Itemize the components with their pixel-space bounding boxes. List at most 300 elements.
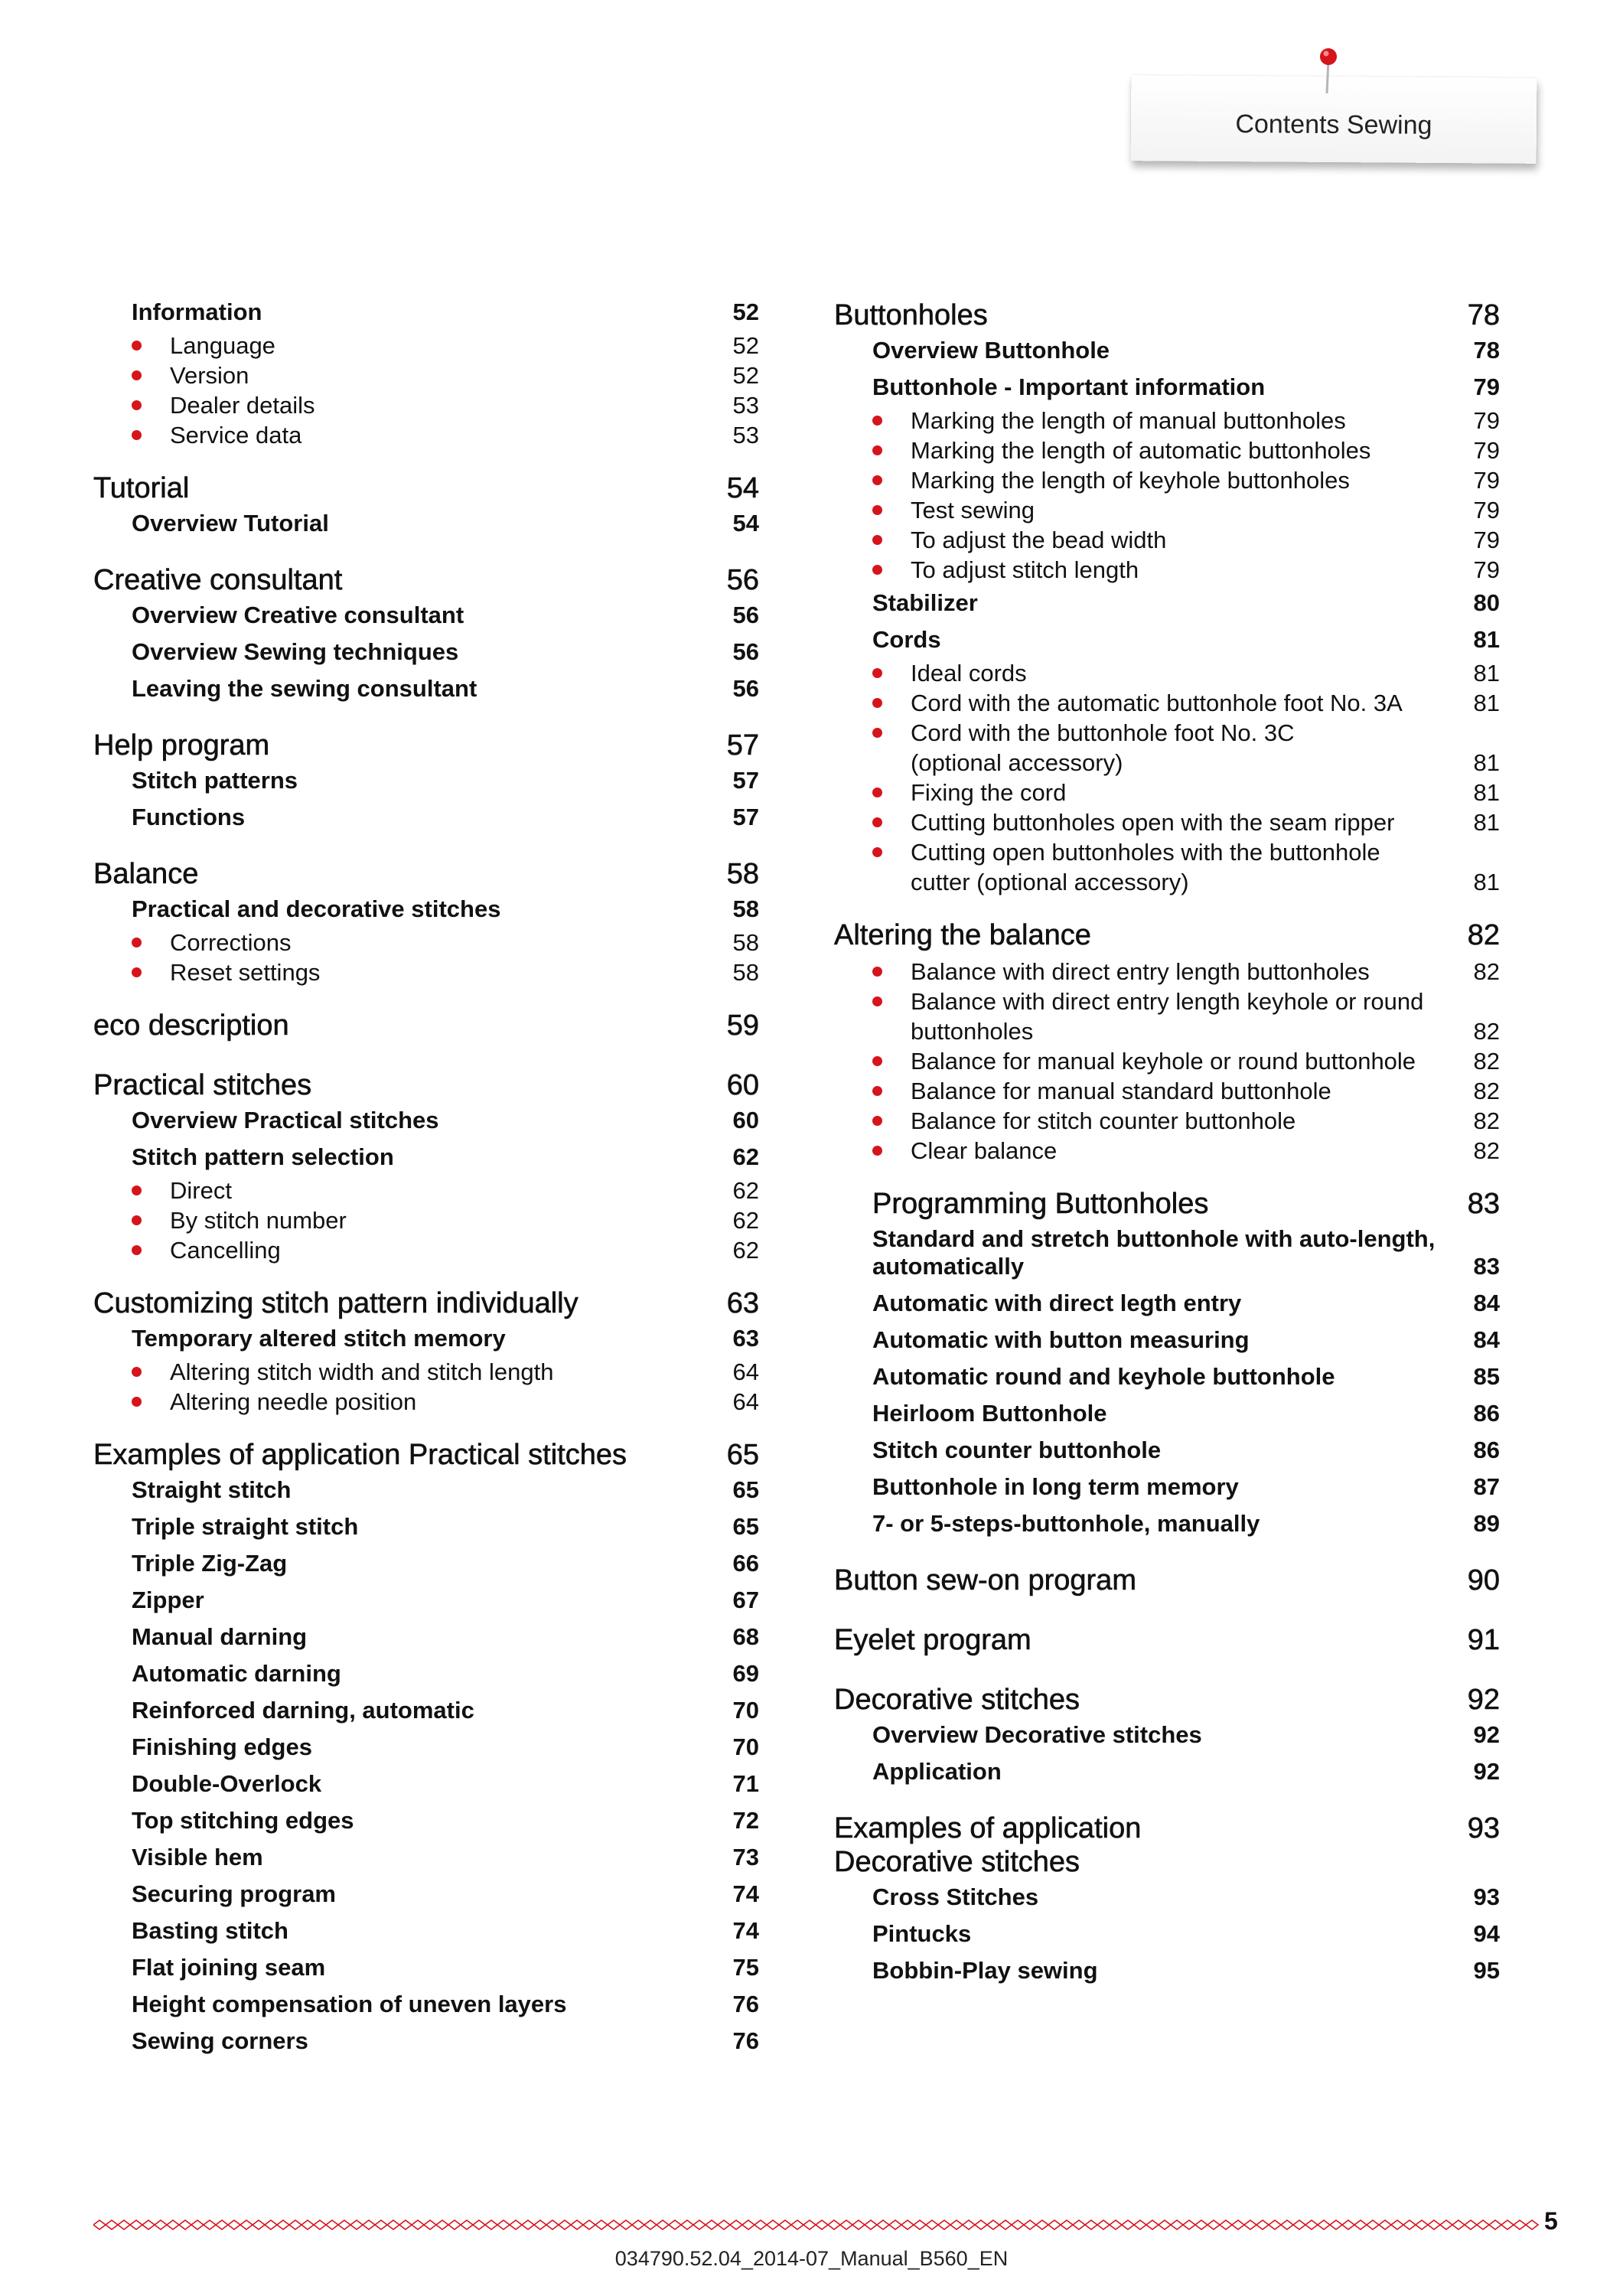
footer-diamond xyxy=(1232,2220,1244,2229)
toc-page-number: 79 xyxy=(1473,527,1500,553)
toc-bullet-item[interactable] xyxy=(834,525,1500,555)
toc-page-number: 54 xyxy=(732,510,759,536)
toc-entry-text xyxy=(132,1205,347,1235)
toc-subheading[interactable] xyxy=(834,621,1500,658)
toc-subheading[interactable] xyxy=(93,767,759,799)
toc-page-number: 78 xyxy=(1467,299,1500,331)
toc-entry-label: Marking the length of automatic buttonholes xyxy=(911,437,1371,464)
footer-diamond xyxy=(301,2220,314,2229)
toc-subheading[interactable] xyxy=(834,1358,1500,1395)
toc-bullet-item[interactable] xyxy=(834,1046,1500,1076)
footer-diamond xyxy=(1061,2220,1073,2229)
toc-entry-text: Manual darning xyxy=(132,1623,308,1650)
footer-diamond xyxy=(240,2220,253,2229)
toc-page-number: 57 xyxy=(732,804,759,830)
footer-diamond xyxy=(1416,2220,1428,2229)
toc-bullet-item[interactable] xyxy=(93,1387,759,1417)
toc-page-number: 82 xyxy=(1467,919,1500,951)
footer-diamond xyxy=(608,2220,620,2229)
footer-diamond xyxy=(950,2220,963,2229)
footer-diamond xyxy=(1514,2220,1526,2229)
bullet-icon xyxy=(872,996,882,1006)
toc-page-number: 92 xyxy=(1473,1758,1500,1785)
footer-diamond xyxy=(803,2220,816,2229)
toc-entry-label: Altering stitch width and stitch length xyxy=(170,1358,554,1385)
footer-diamond xyxy=(938,2220,950,2229)
toc-heading[interactable] xyxy=(834,1602,1500,1662)
toc-entry-text: Leaving the sewing consultant xyxy=(132,675,477,702)
footer-diamond xyxy=(987,2220,999,2229)
toc-page-number: 57 xyxy=(726,729,759,762)
toc-page-number: 56 xyxy=(732,638,759,665)
footer-diamond xyxy=(1085,2220,1097,2229)
toc-heading[interactable] xyxy=(834,1542,1500,1602)
toc-entry-text: Visible hem xyxy=(132,1844,263,1870)
toc-bullet-item[interactable] xyxy=(834,555,1500,585)
toc-subheading[interactable] xyxy=(93,1729,759,1766)
toc-subheading[interactable] xyxy=(93,2023,759,2060)
footer-diamond xyxy=(216,2220,228,2229)
footer-decorative-line xyxy=(93,2219,1540,2230)
toc-entry-text xyxy=(872,1046,1416,1076)
toc-entry-label: Balance with direct entry length buttonholes xyxy=(911,958,1370,985)
toc-entry-text: Examples of application Decorative stitches xyxy=(834,1812,1142,1878)
footer-diamond xyxy=(412,2220,424,2229)
toc-entry-text xyxy=(872,1136,1057,1166)
footer-diamond xyxy=(1305,2220,1318,2229)
toc-bullet-item[interactable] xyxy=(93,1235,759,1265)
toc-page-number: 76 xyxy=(732,1991,759,2017)
toc-bullet-item[interactable] xyxy=(93,331,759,360)
toc-page-number: 65 xyxy=(732,1476,759,1503)
toc-page-number: 62 xyxy=(732,1237,759,1264)
footer-diamond xyxy=(350,2220,363,2229)
toc-entry-text: Top stitching edges xyxy=(132,1807,354,1834)
toc-entry-text: Balance xyxy=(93,858,199,890)
footer-diamond xyxy=(901,2220,914,2229)
footer-diamond xyxy=(142,2220,155,2229)
toc-entry-text: Automatic with button measuring xyxy=(872,1326,1250,1353)
footer-diamond xyxy=(1403,2220,1416,2229)
toc-entry-text: Height compensation of uneven layers xyxy=(132,1991,567,2017)
header-title: Contents Sewing xyxy=(1235,109,1432,140)
toc-entry-text: Basting stitch xyxy=(132,1917,288,1944)
toc-subheading[interactable] xyxy=(93,1913,759,1949)
footer-diamond xyxy=(595,2220,608,2229)
toc-subheading[interactable] xyxy=(834,1721,1500,1753)
footer-diamond xyxy=(473,2220,485,2229)
toc-heading[interactable] xyxy=(834,1790,1500,1883)
toc-bullet-item[interactable] xyxy=(93,957,759,987)
footer-diamond xyxy=(583,2220,595,2229)
toc-entry-text: Application xyxy=(872,1758,1002,1785)
footer-diamond xyxy=(1146,2220,1159,2229)
footer-diamond xyxy=(828,2220,840,2229)
toc-entry-text: Stitch patterns xyxy=(132,767,298,794)
toc-bullet-item[interactable] xyxy=(834,1076,1500,1106)
pushpin-icon xyxy=(1318,46,1341,99)
toc-page-number: 81 xyxy=(1473,749,1500,776)
toc-subheading[interactable] xyxy=(93,1766,759,1802)
footer-diamond xyxy=(461,2220,473,2229)
toc-page-number: 54 xyxy=(726,472,759,504)
bullet-icon xyxy=(872,1116,882,1126)
toc-heading[interactable] xyxy=(93,1417,759,1476)
toc-entry-label: Corrections xyxy=(170,929,292,956)
footer-diamond xyxy=(436,2220,448,2229)
toc-subheading[interactable] xyxy=(834,369,1500,406)
bullet-icon xyxy=(872,475,882,485)
toc-bullet-item[interactable] xyxy=(834,688,1500,718)
footer-diamond xyxy=(1354,2220,1367,2229)
toc-subheading[interactable] xyxy=(93,298,759,331)
toc-subheading[interactable] xyxy=(93,1802,759,1839)
toc-subheading[interactable] xyxy=(834,1225,1500,1253)
toc-subheading[interactable] xyxy=(834,337,1500,369)
toc-entry-text: Pintucks xyxy=(872,1920,972,1947)
toc-bullet-item[interactable] xyxy=(834,957,1500,987)
toc-entry-text: Information xyxy=(132,298,262,325)
toc-bullet-item[interactable] xyxy=(834,837,1500,867)
footer-diamond xyxy=(767,2220,779,2229)
toc-subheading[interactable] xyxy=(93,1876,759,1913)
toc-entry-label: Balance with direct entry length keyhole or round xyxy=(911,988,1424,1015)
footer-diamond xyxy=(191,2220,204,2229)
bullet-icon xyxy=(872,668,882,678)
footer-diamond xyxy=(1256,2220,1269,2229)
footer-diamond xyxy=(253,2220,265,2229)
toc-page-number: 82 xyxy=(1473,1048,1500,1075)
toc-page-number: 59 xyxy=(726,1009,759,1042)
footer-diamond xyxy=(657,2220,669,2229)
toc-page-number: 52 xyxy=(732,298,759,325)
toc-bullet-item[interactable] xyxy=(834,465,1500,495)
toc-subheading[interactable] xyxy=(834,1253,1500,1285)
toc-page-number: 57 xyxy=(732,767,759,794)
footer-diamond xyxy=(1036,2220,1048,2229)
toc-entry-text xyxy=(132,928,292,957)
toc-entry-label: Cord with the buttonhole foot No. 3C xyxy=(911,719,1295,746)
toc-bullet-item[interactable] xyxy=(834,1136,1500,1166)
footer-diamond xyxy=(779,2220,791,2229)
toc-page-number: 93 xyxy=(1473,1883,1500,1910)
toc-bullet-item[interactable] xyxy=(834,495,1500,525)
toc-entry-text: buttonholes xyxy=(911,1018,1034,1045)
footer-diamond xyxy=(1440,2220,1452,2229)
toc-entry-label: Cord with the automatic buttonhole foot No. 3A xyxy=(911,690,1403,716)
toc-entry-text: Button sew-on program xyxy=(834,1564,1136,1596)
toc-page-number: 84 xyxy=(1473,1326,1500,1353)
toc-page-number: 92 xyxy=(1467,1684,1500,1716)
toc-page-number: 85 xyxy=(1473,1363,1500,1390)
toc-subheading[interactable] xyxy=(93,799,759,836)
toc-entry-text: Zipper xyxy=(132,1587,204,1613)
toc-bullet-item[interactable] xyxy=(834,658,1500,688)
toc-bullet-item[interactable] xyxy=(834,435,1500,465)
toc-entry-text: Examples of application Practical stitches xyxy=(93,1439,627,1471)
toc-subheading[interactable] xyxy=(834,1916,1500,1952)
footer-diamond xyxy=(167,2220,179,2229)
toc-heading[interactable] xyxy=(834,897,1500,957)
toc-subheading[interactable] xyxy=(93,1986,759,2023)
footer-diamond xyxy=(1097,2220,1110,2229)
toc-heading[interactable] xyxy=(93,707,759,767)
toc-entry-label: Ideal cords xyxy=(911,660,1027,687)
toc-bullet-item[interactable] xyxy=(93,1357,759,1387)
toc-bullet-item[interactable] xyxy=(93,390,759,420)
toc-entry-text xyxy=(872,778,1066,807)
toc-right-column xyxy=(834,298,1500,1989)
toc-bullet-item[interactable] xyxy=(834,778,1500,807)
bullet-icon xyxy=(872,445,882,455)
toc-entry-text: Creative consultant xyxy=(93,564,343,596)
toc-subheading[interactable] xyxy=(93,1582,759,1619)
footer-diamond xyxy=(889,2220,901,2229)
footer-diamond xyxy=(1024,2220,1036,2229)
toc-entry-text: Help program xyxy=(93,729,270,762)
toc-entry-label: Test sewing xyxy=(911,497,1035,523)
toc-bullet-item[interactable] xyxy=(834,748,1500,778)
toc-page-number: 56 xyxy=(732,675,759,702)
toc-page-number: 63 xyxy=(732,1325,759,1352)
toc-page-number: 95 xyxy=(1473,1957,1500,1984)
toc-entry-text: Stitch pattern selection xyxy=(132,1143,394,1170)
bullet-icon xyxy=(132,1186,142,1195)
bullet-icon xyxy=(132,430,142,440)
footer-diamond xyxy=(571,2220,583,2229)
toc-entry-label: Cutting buttonholes open with the seam ripper xyxy=(911,809,1395,836)
toc-page-number: 82 xyxy=(1473,1137,1500,1164)
footer-diamond xyxy=(1293,2220,1305,2229)
toc-bullet-item[interactable] xyxy=(834,718,1500,748)
toc-subheading[interactable] xyxy=(834,1432,1500,1469)
toc-subheading[interactable] xyxy=(93,1619,759,1655)
toc-page-number: 65 xyxy=(726,1439,759,1471)
toc-page-number: 52 xyxy=(732,362,759,389)
toc-page-number: 72 xyxy=(732,1807,759,1834)
footer-diamond xyxy=(669,2220,681,2229)
toc-entry-label: Cancelling xyxy=(170,1237,281,1264)
footer-diamond xyxy=(363,2220,375,2229)
toc-bullet-item[interactable] xyxy=(93,360,759,390)
bullet-icon xyxy=(132,1215,142,1225)
toc-entry-label: Marking the length of keyhole buttonholes xyxy=(911,467,1350,494)
toc-subheading[interactable] xyxy=(834,1952,1500,1989)
toc-heading[interactable] xyxy=(93,1265,759,1325)
toc-page-number: 89 xyxy=(1473,1510,1500,1537)
toc-entry-text: Finishing edges xyxy=(132,1733,312,1760)
toc-entry-text: Decorative stitches xyxy=(834,1684,1080,1716)
toc-entry-label: Altering needle position xyxy=(170,1388,417,1415)
bullet-icon xyxy=(132,400,142,410)
toc-entry-text: Temporary altered stitch memory xyxy=(132,1325,506,1352)
toc-heading[interactable] xyxy=(834,1166,1500,1225)
toc-entry-text xyxy=(872,957,1370,987)
toc-entry-text: eco description xyxy=(93,1009,289,1042)
toc-page-number: 79 xyxy=(1473,556,1500,583)
footer-diamond xyxy=(265,2220,277,2229)
toc-entry-text: Triple Zig-Zag xyxy=(132,1550,288,1577)
toc-subheading[interactable] xyxy=(834,1285,1500,1322)
toc-subheading[interactable] xyxy=(93,895,759,928)
toc-entry-text: (optional accessory) xyxy=(911,749,1123,776)
toc-page-number: 79 xyxy=(1473,407,1500,434)
toc-page-number: 94 xyxy=(1473,1920,1500,1947)
footer-diamond xyxy=(424,2220,436,2229)
footer-diamond xyxy=(926,2220,938,2229)
toc-bullet-item[interactable] xyxy=(834,807,1500,837)
toc-entry-label: Direct xyxy=(170,1177,232,1204)
footer-diamond xyxy=(877,2220,889,2229)
toc-subheading[interactable] xyxy=(834,1883,1500,1916)
toc-heading[interactable] xyxy=(834,1662,1500,1721)
toc-heading[interactable] xyxy=(93,450,759,510)
footer-diamond xyxy=(375,2220,387,2229)
toc-subheading[interactable] xyxy=(834,1322,1500,1358)
bullet-icon xyxy=(872,788,882,797)
toc-page-number: 56 xyxy=(726,564,759,596)
toc-entry-text xyxy=(132,1176,232,1205)
toc-page-number: 81 xyxy=(1473,690,1500,716)
toc-entry-text xyxy=(872,658,1027,688)
toc-page-number: 78 xyxy=(1473,337,1500,364)
toc-entry-text xyxy=(872,495,1035,525)
toc-entry-text: Automatic with direct legth entry xyxy=(872,1290,1242,1316)
footer-diamond xyxy=(277,2220,289,2229)
footer-diamond xyxy=(914,2220,926,2229)
toc-subheading[interactable] xyxy=(93,1545,759,1582)
toc-subheading[interactable] xyxy=(93,1692,759,1729)
footer-diamond xyxy=(1465,2220,1477,2229)
toc-subheading[interactable] xyxy=(93,1655,759,1692)
toc-entry-text: Stabilizer xyxy=(872,589,978,616)
toc-page-number: 67 xyxy=(732,1587,759,1613)
toc-heading[interactable] xyxy=(93,836,759,895)
toc-entry-text xyxy=(132,390,315,420)
toc-entry-text: Automatic round and keyhole buttonhole xyxy=(872,1363,1335,1390)
toc-page-number: 64 xyxy=(732,1388,759,1415)
toc-page-number: 82 xyxy=(1473,1078,1500,1104)
toc-subheading[interactable] xyxy=(834,585,1500,621)
footer-diamond xyxy=(1012,2220,1024,2229)
footer-diamond xyxy=(1489,2220,1501,2229)
toc-subheading[interactable] xyxy=(93,1476,759,1508)
bullet-icon xyxy=(132,370,142,380)
toc-subheading[interactable] xyxy=(93,1139,759,1176)
footer-diamond xyxy=(1379,2220,1391,2229)
toc-entry-text: Sewing corners xyxy=(132,2027,308,2054)
toc-subheading[interactable] xyxy=(93,602,759,634)
footer-diamond xyxy=(1330,2220,1342,2229)
toc-page-number: 63 xyxy=(726,1287,759,1319)
toc-entry-text xyxy=(132,360,249,390)
toc-entry-text xyxy=(132,420,301,450)
toc-bullet-item[interactable] xyxy=(93,420,759,450)
toc-page-number: 58 xyxy=(726,858,759,890)
toc-bullet-item[interactable] xyxy=(834,867,1500,897)
toc-entry-text: Buttonhole - Important information xyxy=(872,373,1266,400)
footer-diamond xyxy=(730,2220,742,2229)
toc-bullet-item[interactable] xyxy=(93,1176,759,1205)
toc-entry-text: Double-Overlock xyxy=(132,1770,322,1797)
toc-bullet-item[interactable] xyxy=(834,406,1500,435)
toc-page-number: 65 xyxy=(732,1513,759,1540)
toc-subheading[interactable] xyxy=(834,1395,1500,1432)
footer-diamond xyxy=(1342,2220,1354,2229)
footer-diamond xyxy=(1269,2220,1281,2229)
toc-page-number: 91 xyxy=(1467,1624,1500,1656)
toc-entry-text: Tutorial xyxy=(93,472,190,504)
toc-subheading[interactable] xyxy=(93,1949,759,1986)
toc-entry-text: automatically xyxy=(872,1253,1025,1280)
toc-heading[interactable] xyxy=(93,542,759,602)
toc-entry-text: Eyelet program xyxy=(834,1624,1031,1656)
toc-subheading[interactable] xyxy=(93,1508,759,1545)
toc-bullet-item[interactable] xyxy=(93,1205,759,1235)
bullet-icon xyxy=(132,1367,142,1377)
toc-entry-text: Straight stitch xyxy=(132,1476,292,1503)
toc-bullet-item[interactable] xyxy=(834,1016,1500,1046)
toc-entry-text: Overview Practical stitches xyxy=(132,1107,439,1133)
toc-bullet-item[interactable] xyxy=(93,928,759,957)
toc-entry-label: To adjust the bead width xyxy=(911,527,1167,553)
toc-subheading[interactable] xyxy=(93,1839,759,1876)
footer-diamond xyxy=(1122,2220,1134,2229)
toc-subheading[interactable] xyxy=(93,670,759,707)
toc-page-number: 74 xyxy=(732,1880,759,1907)
bullet-icon xyxy=(132,967,142,977)
toc-subheading[interactable] xyxy=(93,1107,759,1139)
bullet-icon xyxy=(872,967,882,977)
toc-page-number: 75 xyxy=(732,1954,759,1981)
toc-heading[interactable] xyxy=(93,987,759,1047)
toc-entry-text xyxy=(872,406,1346,435)
footer-diamond xyxy=(1110,2220,1122,2229)
toc-subheading[interactable] xyxy=(93,634,759,670)
toc-bullet-item[interactable] xyxy=(834,1106,1500,1136)
footer-diamond xyxy=(314,2220,326,2229)
toc-entry-text xyxy=(872,807,1394,837)
footer-diamond xyxy=(975,2220,987,2229)
toc-page-number: 81 xyxy=(1473,809,1500,836)
toc-page-number: 74 xyxy=(732,1917,759,1944)
toc-entry-text: Reinforced darning, automatic xyxy=(132,1697,474,1724)
toc-heading[interactable] xyxy=(834,298,1500,337)
toc-bullet-item[interactable] xyxy=(834,987,1500,1016)
toc-page-number: 53 xyxy=(732,392,759,419)
footer-diamond xyxy=(718,2220,730,2229)
footer-diamond xyxy=(1073,2220,1085,2229)
footer-diamond xyxy=(681,2220,693,2229)
toc-subheading[interactable] xyxy=(834,1469,1500,1505)
toc-subheading[interactable] xyxy=(93,1325,759,1357)
toc-entry-text: Altering the balance xyxy=(834,919,1091,951)
toc-subheading[interactable] xyxy=(834,1505,1500,1542)
toc-subheading[interactable] xyxy=(93,510,759,542)
toc-entry-text: cutter (optional accessory) xyxy=(911,869,1189,895)
toc-heading[interactable] xyxy=(93,1047,759,1107)
toc-entry-label: Dealer details xyxy=(170,392,315,419)
footer-diamond xyxy=(1171,2220,1183,2229)
toc-page-number: 90 xyxy=(1467,1564,1500,1596)
toc-entry-text: Overview Tutorial xyxy=(132,510,329,536)
document-id: 034790.52.04_2014-07_Manual_B560_EN xyxy=(614,2247,1009,2270)
toc-entry-text: Practical stitches xyxy=(93,1069,312,1101)
footer-diamond xyxy=(338,2220,350,2229)
toc-subheading[interactable] xyxy=(834,1753,1500,1790)
toc-entry-text xyxy=(132,957,320,987)
footer-diamond xyxy=(1391,2220,1403,2229)
